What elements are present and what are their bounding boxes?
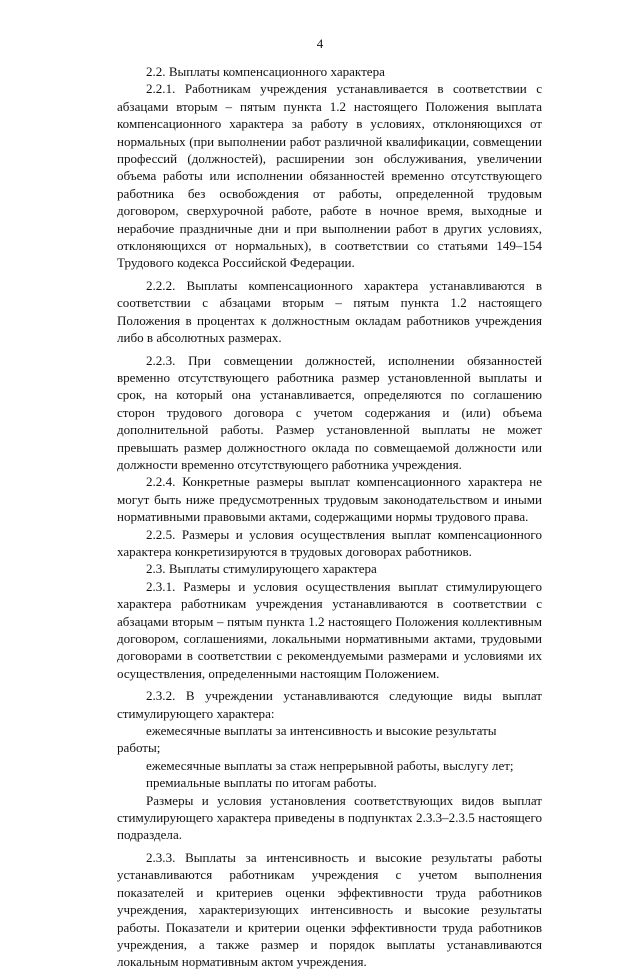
section-heading-2-3: 2.3. Выплаты стимулирующего характера <box>146 561 377 577</box>
paragraph-2-3-1: 2.3.1. Размеры и условия осуществления выплат стимулирующего характера работникам учреждения устанавливаются в соответствии с абзацами вторым – пятым пункта 1.2 настоящего Положения коллективным договором, соглашениями, локальными нормативными актами, трудовыми договорами в соответствии с рекомендуемыми размерами и условиями их осуществления, определенными настоящим Положением. <box>117 578 542 681</box>
paragraph-2-3-2: 2.3.2. В учреждении устанавливаются следующие виды выплат стимулирующего характера: <box>117 688 542 721</box>
paragraph-2-2-5: 2.2.5. Размеры и условия осуществления выплат компенсационного характера конкретизируются в трудовых договорах работников. <box>117 526 542 559</box>
list-item: премиальные выплаты по итогам работы. <box>146 775 377 791</box>
paragraph-2-3-3: 2.3.3. Выплаты за интенсивность и высокие результаты работы устанавливаются работникам учреждения с учетом выполнения показателей и критериев оценки эффективности труда работников учреждения, характеризующих интенсивность и высокие результаты работы. Показатели и критерии оценки эффективности труда работников учреждения, а также размер и порядок выплаты устанавливаются локальным нормативным актом учреждения. <box>117 849 542 970</box>
paragraph-2-2-3: 2.2.3. При совмещении должностей, исполнении обязанностей временно отсутствующего работника размер установленной выплаты и срок, на который она устанавливается, определяются по соглашению сторон трудового договора с учетом содержания и (или) объема дополнительной работы. Размер установленной выплаты не может превышать размер должностного оклада по совмещаемой должности или должности временно отсутствующего работника учреждения. <box>117 352 542 472</box>
list-item: ежемесячные выплаты за интенсивность и высокие результаты работы; <box>117 723 497 756</box>
document-body <box>117 63 542 971</box>
page-number: 4 <box>316 36 324 51</box>
list-item: ежемесячные выплаты за стаж непрерывной работы, выслугу лет; <box>146 757 514 773</box>
paragraph-2-2-2: 2.2.2. Выплаты компенсационного характера устанавливаются в соответствии с абзацами вторым – пятым пункта 1.2 настоящего Положения в процентах к должностным окладам работников учреждения либо в абсолютных размерах. <box>117 277 542 346</box>
section-heading-2-2: 2.2. Выплаты компенсационного характера <box>146 64 385 79</box>
paragraph-2-2-4: 2.2.4. Конкретные размеры выплат компенсационного характера не могут быть ниже предусмотренных трудовым законодательством и иными нормативными правовыми актами, содержащими нормы трудового права. <box>117 474 542 525</box>
paragraph-2-3-2-note: Размеры и условия установления соответствующих видов выплат стимулирующего характера приведены в подпунктах 2.3.3–2.3.5 настоящего подраздела. <box>117 792 542 843</box>
paragraph-2-2-1: 2.2.1. Работникам учреждения устанавливается в соответствии с абзацами вторым – пятым пункта 1.2 настоящего Положения выплата компенсационного характера за работу в условиях, отклоняющихся от нормальных (при выполнении работ различной квалификации, совмещении профессий (должностей), расширении зон обслуживания, увеличении объема работы или исполнении обязанностей временно отсутствующего работника без освобождения от работы, определенной трудовым договором, сверхурочной работе, работе в ночное время, выходные и нерабочие праздничные дни и при выполнении работ в других условиях, отклоняющихся от нормальных), в соответствии со статьями 149–154 Трудового кодекса Российской Федерации. <box>117 81 542 271</box>
